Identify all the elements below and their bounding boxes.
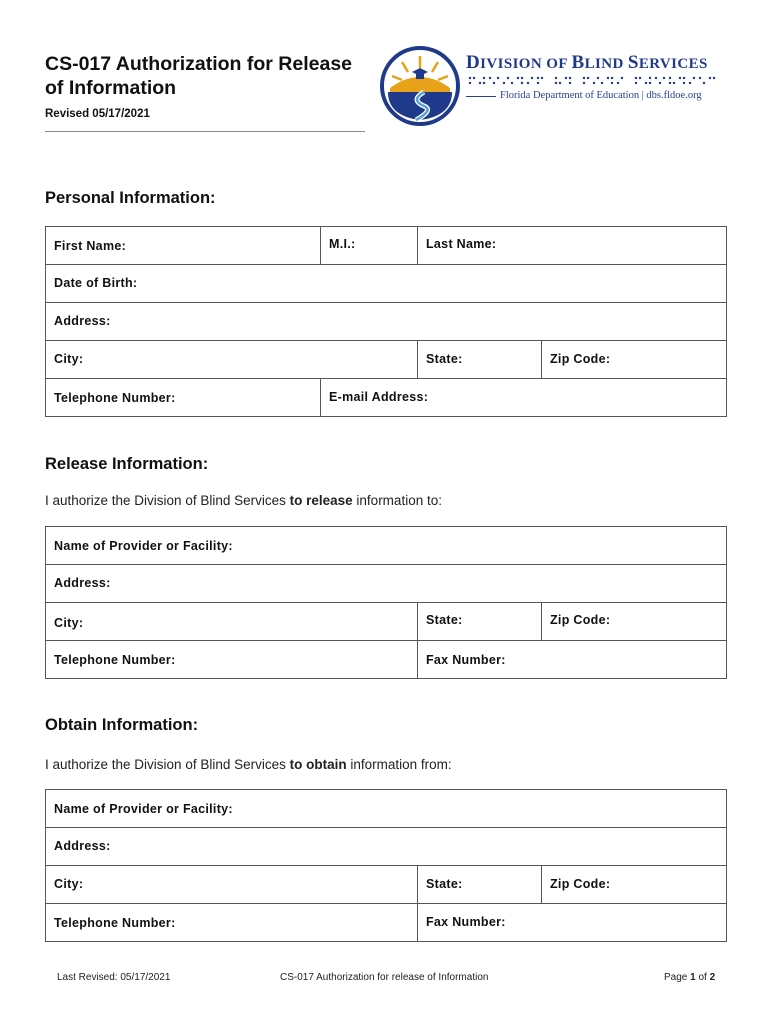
table-row	[46, 790, 726, 827]
state-field[interactable]	[417, 341, 541, 378]
title-line-2: of Information	[45, 77, 177, 99]
field-label: Zip Code:	[550, 352, 611, 366]
obtain-address-field[interactable]	[46, 828, 726, 865]
table-row	[46, 302, 726, 340]
revised-date: Revised 05/17/2021	[45, 108, 150, 120]
obtain-state-field[interactable]	[417, 866, 541, 903]
document-header	[45, 52, 725, 134]
field-label: State:	[426, 613, 463, 627]
obtain-provider-field[interactable]	[46, 790, 726, 827]
date-of-birth-field[interactable]	[46, 265, 726, 302]
field-label: State:	[426, 877, 463, 891]
obtain-zip-field[interactable]	[541, 866, 726, 903]
field-label: Name of Provider or Facility:	[54, 802, 233, 816]
obtain-info-table	[45, 789, 727, 942]
release-zip-field[interactable]	[541, 603, 726, 640]
table-row	[46, 602, 726, 640]
logo-sub-rule	[466, 96, 496, 97]
release-city-field[interactable]	[46, 603, 417, 640]
obtain-info-heading: Obtain Information:	[45, 716, 199, 734]
page-number: Page 1 of 2	[664, 972, 716, 983]
release-fax-field[interactable]	[417, 641, 726, 678]
table-row	[46, 640, 726, 678]
personal-info-heading: Personal Information:	[45, 189, 216, 207]
field-label: Telephone Number:	[54, 916, 176, 930]
release-state-field[interactable]	[417, 603, 541, 640]
obtain-intro: I authorize the Division of Blind Services to obtain information from:	[45, 757, 452, 772]
field-label: Date of Birth:	[54, 276, 138, 290]
logo-subtitle: Florida Department of Education | dbs.fldoe.org	[500, 90, 702, 101]
middle-initial-field[interactable]	[320, 227, 417, 264]
city-field[interactable]	[46, 341, 417, 378]
header-rule	[45, 131, 365, 132]
personal-info-table	[45, 226, 727, 417]
last-name-field[interactable]	[417, 227, 726, 264]
release-address-field[interactable]	[46, 565, 726, 602]
first-name-field[interactable]	[46, 227, 320, 264]
field-label: E-mail Address:	[329, 390, 429, 404]
table-row	[46, 227, 726, 264]
obtain-telephone-field[interactable]	[46, 904, 417, 941]
field-label: Zip Code:	[550, 877, 611, 891]
table-row	[46, 827, 726, 865]
field-label: Address:	[54, 576, 111, 590]
title-line-1: CS-017 Authorization for Release	[45, 53, 353, 75]
logo-name-text: DIVISION OF BLIND SERVICES	[466, 52, 708, 73]
field-label: Telephone Number:	[54, 653, 176, 667]
field-label: Address:	[54, 839, 111, 853]
table-row	[46, 903, 726, 941]
field-label: City:	[54, 877, 84, 891]
zip-code-field[interactable]	[541, 341, 726, 378]
table-row	[46, 378, 726, 416]
release-telephone-field[interactable]	[46, 641, 417, 678]
field-label: State:	[426, 352, 463, 366]
release-info-table	[45, 526, 727, 679]
field-label: Last Name:	[426, 237, 497, 251]
field-label: Fax Number:	[426, 915, 506, 929]
field-label: Zip Code:	[550, 613, 611, 627]
field-label: Name of Provider or Facility:	[54, 539, 233, 553]
document-title	[45, 52, 375, 100]
field-label: Address:	[54, 314, 111, 328]
seal-logo-icon	[380, 46, 460, 126]
braille-text-icon	[468, 76, 718, 86]
footer-last-revised: Last Revised: 05/17/2021	[57, 972, 171, 983]
footer-document-name: CS-017 Authorization for release of Information	[280, 972, 489, 983]
table-row	[46, 865, 726, 903]
release-provider-field[interactable]	[46, 527, 726, 564]
field-label: City:	[54, 616, 84, 630]
address-field[interactable]	[46, 303, 726, 340]
release-info-heading: Release Information:	[45, 455, 209, 473]
field-label: Telephone Number:	[54, 391, 176, 405]
table-row	[46, 264, 726, 302]
field-label: M.I.:	[329, 237, 356, 251]
table-row	[46, 564, 726, 602]
table-row	[46, 527, 726, 564]
division-logo	[380, 46, 725, 128]
field-label: City:	[54, 352, 84, 366]
obtain-city-field[interactable]	[46, 866, 417, 903]
telephone-field[interactable]	[46, 379, 320, 416]
table-row	[46, 340, 726, 378]
release-intro: I authorize the Division of Blind Services to release information to:	[45, 493, 442, 508]
field-label: Fax Number:	[426, 653, 506, 667]
field-label: First Name:	[54, 239, 127, 253]
obtain-fax-field[interactable]	[417, 904, 726, 941]
email-field[interactable]	[320, 379, 726, 416]
